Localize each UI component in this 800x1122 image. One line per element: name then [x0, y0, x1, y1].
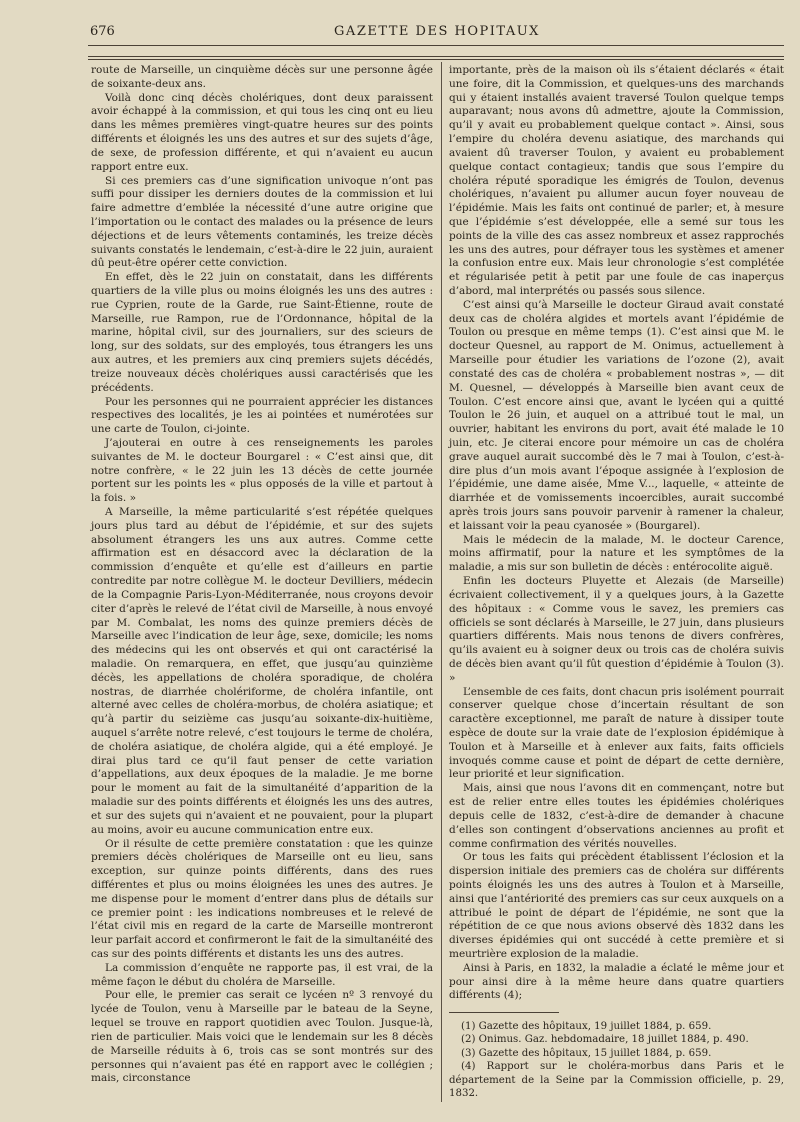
footnote: (2) Onimus. Gaz. hebdomadaire, 18 juillet 1884, p. 490. [461, 1034, 749, 1046]
footnote: (3) Gazette des hôpitaux, 15 juillet 1884, p. 659. [461, 1047, 712, 1059]
paragraph: Mais le médecin de la malade, M. le docteur Carence, moins affirmatif, pour la nature et les symptômes de la maladie, a mis sur son bulletin de décès : entérocolite aiguë. [449, 533, 784, 574]
paragraph: importante, près de la maison où ils s’étaient déclarés « était une foire, dit la Commission, et quelques-uns des marchands qui y étaient installés avaient traversé Toulon quelque temps auparavant; nous avons dû admettre, ajoute la Commission, qu’il y avait eu probablement quelque contact ». Ainsi, sous l’empire du choléra devenu asiatique, des marchands qui avaient dû traverser Toulon, y avaient eu probablement quelque contact contagieux; tandis que sous l’empire du choléra réputé sporadique les émigrés de Toulon, devenus cholériques, n’avaient pu allumer aucun foyer nouveau de l’épidémie. Mais les faits ont continué de parler; et, à mesure que l’épidémie s’est développée, elle a semé sur tous les points de la ville des cas assez nombreux et assez rapprochés les uns des autres, pour défrayer tous les systèmes et amener la confusion entre eux. Mais leur chronologie s’est complétée et régularisée petit à petit par une foule de cas inaperçus d’abord, mal interprétés ou passés sous silence. [449, 64, 784, 297]
paragraph: Voilà donc cinq décès cholériques, dont deux paraissent avoir échappé à la commission, et qui tous les cinq ont eu lieu dans les mêmes premières vingt-quatre heures sur des points différents et éloignés les uns des autres et sur des sujets d’âge, de sexe, de profession différente, et qui n’avaient eu aucun rapport entre eux. [91, 91, 433, 173]
footnote: (4) Rapport sur le choléra-morbus dans Paris et le département de la Seine par la Commission officielle, p. 29, 1832. [449, 1061, 784, 1100]
paragraph: route de Marseille, un cinquième décès sur une personne âgée de soixante-deux ans. [91, 64, 433, 90]
paragraph: En effet, dès le 22 juin on constatait, dans les différents quartiers de la ville plus ou moins éloignés les uns des autres : rue Cyprien, route de la Garde, rue Saint-Étienne, route de Marseille, rue Rampon, rue de l’Ordonnance, hôpital de la marine, hôpital civil, sur des journaliers, sur des scieurs de long, sur des soldats, sur des employés, tous étrangers les uns aux autres, et les premiers aux cinq premiers sujets décédés, treize nouveaux décès cholériques aussi caractérisés que les précédents. [91, 271, 433, 394]
paragraph: Enfin les docteurs Pluyette et Alezais (de Marseille) écrivaient collectivement, il y a quelques jours, à la Gazette des hôpitaux : « Comme vous le savez, les premiers cas officiels se sont déclarés à Marseille, le 27 juin, dans plusieurs quartiers différents. Mais nous tenons de divers confrères, qu’ils avaient eu à soigner deux ou trois cas de choléra suivis de décès bien avant qu’il fût question d’épidémie à Toulon (3). » [449, 575, 784, 684]
footnote: (1) Gazette des hôpitaux, 19 juillet 1884, p. 659. [461, 1021, 712, 1032]
left-column [91, 64, 433, 1086]
paragraph: C’est ainsi qu’à Marseille le docteur Giraud avait constaté deux cas de choléra algides et mortels avant l’épidémie de Toulon ou presque en même temps (1). C’est ainsi que M. le docteur Quesnel, au rapport de M. Onimus, actuellement à Marseille pour étudier les variations de l’ozone (2), avait constaté des cas de choléra « probablement nostras », — dit M. Quesnel, — développés à Marseille bien avant ceux de Toulon. C’est encore ainsi que, avant le lycéen qui a quitté Toulon le 26 juin, et auquel on a attribué tout le mal, un ouvrier, habitant les environs du port, avait été malade le 10 juin, etc. Je citerai encore pour mémoire un cas de choléra grave auquel aurait succombé dès le 7 mai à Toulon, c’est-à-dire plus d’un mois avant l’époque assignée à l’explosion de l’épidémie, une dame aisée, Mme V..., laquelle, « atteinte de diarrhée et de vomissements incoercibles, aurait succombé après trois jours sans pouvoir parvenir à ramener la chaleur, et laissant voir la peau cyanosée » (Bourgarel). [449, 298, 784, 532]
header-rule [88, 45, 784, 46]
footnotes [449, 1020, 784, 1100]
running-header [90, 24, 784, 44]
paragraph: Or tous les faits qui précèdent établissent l’éclosion et la dispersion initiale des premiers cas de choléra sur différents points éloignés les uns des autres à Toulon et à Marseille, ainsi que l’antériorité des premiers cas sur ceux auxquels on a attribué le point de départ de l’épidémie, ne sont que la répétition de ce que nous avions observé dès 1832 dans les diverses épidémies qui ont succédé à cette première et si meurtrière explosion de la maladie. [449, 851, 784, 960]
paragraph: J’ajouterai en outre à ces renseignements les paroles suivantes de M. le docteur Bourgarel : « C’est ainsi que, dit notre confrère, « le 22 juin les 13 décès de cette journée portent sur les points les « plus opposés de la ville et partout à la fois. » [91, 436, 433, 505]
paragraph: La commission d’enquête ne rapporte pas, il est vrai, de la même façon le début du choléra de Marseille. [91, 961, 433, 988]
paragraph: Or il résulte de cette première constatation : que les quinze premiers décès cholériques de Marseille ont eu lieu, sans exception, sur quinze points différents, dans des rues différentes et plus ou moins éloignées les unes des autres. Je me dispense pour le moment d’entrer dans plus de détails sur ce premier point : les indications nombreuses et le relevé de l’état civil mis en regard de la carte de Marseille montreront leur parfait accord et confirmeront le fait de la simultanéité des cas sur des points différents et distants les uns des autres. [91, 837, 433, 960]
page-number: 676 [90, 24, 115, 39]
journal-title: GAZETTE DES HOPITAUX [334, 24, 540, 39]
paragraph: Pour les personnes qui ne pourraient apprécier les distances respectives des localités, je les ai pointées et numérotées sur une carte de Toulon, ci-jointe. [91, 395, 433, 436]
paragraph: Mais, ainsi que nous l’avons dit en commençant, notre but est de relier entre elles toutes les épidémies cholériques depuis celle de 1832, c’est-à-dire de demander à chacune d’elles son contingent d’observations anciennes au profit et comme confirmation des vérités nouvelles. [449, 782, 784, 850]
header-rule [88, 59, 784, 60]
header-rule [88, 56, 784, 57]
paragraph: L’ensemble de ces faits, dont chacun pris isolément pourrait conserver quelque chose d’incertain résultant de son caractère exceptionnel, me paraît de nature à dissiper toute espèce de doute sur la vraie date de l’explosion épidémique à Toulon et à Marseille et à enlever aux faits, faits officiels invoqués comme cause et point de départ de cette dernière, leur priorité et leur signification. [449, 685, 784, 781]
footnote-rule [449, 1012, 559, 1013]
paragraph: Pour elle, le premier cas serait ce lycéen nº 3 renvoyé du lycée de Toulon, venu à Marseille par le bateau de la Seyne, lequel se trouve en rapport quotidien avec Toulon. Jusque-là, rien de particulier. Mais voici que le lendemain sur les 8 décès de Marseille réduits à 6, trois cas se sont montrés sur des personnes qui n’avaient pas été en rapport avec le collégien ; mais, circonstance [91, 989, 433, 1085]
paragraph: Si ces premiers cas d’une signification univoque n’ont pas suffi pour dissiper les derniers doutes de la commission et lui faire admettre d’emblée la nécessité d’une autre origine que l’importation ou le contact des malades ou la présence de leurs déjections et de leurs vêtements contaminés, les treize décès suivants constatés le lendemain, c’est-à-dire le 22 juin, auraient dû peut-être opérer cette conviction. [91, 174, 433, 270]
right-column [449, 64, 784, 1003]
paragraph: A Marseille, la même particularité s’est répétée quelques jours plus tard au début de l’épidémie, et sur des sujets absolument étrangers les uns aux autres. Comme cette affirmation est en désaccord avec la déclaration de la commission d’enquête et qu’elle est d’ailleurs en partie contredite par notre collègue M. le docteur Devilliers, médecin de la Compagnie Paris-Lyon-Méditerranée, nous croyons devoir citer d’après le relevé de l’état civil de Marseille, à nous envoyé par M. Combalat, les noms des quinze premiers décès de Marseille avec l’indication de leur âge, sexe, domicile; les noms des médecins qui les ont observés et qui ont caractérisé la maladie. On remarquera, en effet, que jusqu’au quinzième décès, les appellations de choléra sporadique, de choléra nostras, de diarrhée cholériforme, de choléra infantile, ont alterné avec celles de choléra-morbus, de choléra asiatique; et qu’à partir du seizième cas jusqu’au soixante-dix-huitième, auquel s’arrête notre relevé, c’est toujours le terme de choléra, de choléra asiatique, de choléra algide, qui a été employé. Je dirai plus tard ce qu’il faut penser de cette variation d’appellations, aux deux époques de la maladie. Je me borne pour le moment au fait de la simultanéité d’apparition de la maladie sur des points différents et éloignés les uns des autres, et sur des sujets qui n’avaient et ne pouvaient, pour la plupart au moins, avoir eu aucune communication entre eux. [91, 506, 433, 836]
paragraph: Ainsi à Paris, en 1832, la maladie a éclaté le même jour et pour ainsi dire à la même heure dans quatre quartiers différents (4); [449, 961, 784, 1002]
column-divider [441, 62, 442, 1102]
